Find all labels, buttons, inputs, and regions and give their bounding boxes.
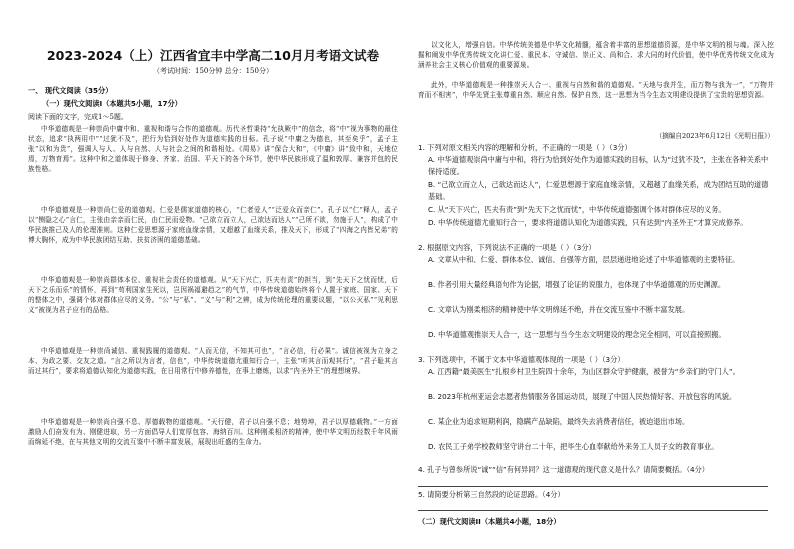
- question-option: D. 中华道德观推崇天人合一，这一思想与当今生态文明建设的理念完全相同，可以直接照搬。: [428, 330, 726, 339]
- instruction-text: 阅读下面的文字，完成1～5题。: [28, 113, 128, 121]
- passage-paragraph: 以文化人，增强自信。中华传统美德是中华文化精髓，蕴含着丰富的思想道德资源，是中华文明的根与魂。深入挖掘和阐发中华优秀传统文化讲仁爱、重民本、守诚信、崇正义、尚和合、求大同的时代价值，使中华优秀传统文化成为涵养社会主义核心价值观的重要源泉。: [418, 41, 774, 70]
- subsection-heading: （一）现代文阅读I（本题共5小题，17分）: [42, 99, 182, 108]
- question-option: C. 从“天下兴亡，匹夫有责”到“先天下之忧而忧”，中华传统道德强调个体对群体应尽的义务。: [428, 205, 726, 214]
- question-option: A. 文章从中和、仁爱、群体本位、诚信、自强等方面，层层递进地论述了中华道德观的主要特征。: [428, 255, 740, 264]
- right-column: [418, 0, 774, 549]
- passage-paragraph: 中华道德观是一种崇尚中庸中和、重视和谐与合作的道德观。历代圣哲秉持“允执厥中”的信念，将“中”视为事物的最佳状态，追求“执两用中”“过犹不及”，把行为恰到好处作为道德实践的目标。孔子说“中庸之为德也，其至矣乎”，孟子主张“以和为贵”，强调人与人、人与自然、人与社会之间的和谐相处。《周易》讲“保合大和”，《中庸》讲“致中和，天地位焉，万物育焉”。这种中和之道体现于修身、齐家、治国、平天下的各个环节，使中华民族形成了温和敦厚、兼容并包的民族性格。: [28, 125, 398, 174]
- question-option: C. 文章认为刚柔相济的精神使中华文明绵延不绝，并在交流互鉴中不断丰富发展。: [428, 305, 690, 314]
- left-column: [28, 0, 398, 549]
- subsection-heading: （二）现代文阅读II（本题共4小题，18分）: [418, 517, 561, 526]
- exam-subtitle: （考试时间：150分钟 总分：150分）: [153, 67, 273, 75]
- passage-paragraph: 中华道德观是一种崇尚仁爱的道德观。仁爱是儒家道德的核心，“仁者爱人”“泛爱众而亲仁”。孔子以“仁”释人，孟子以“恻隐之心”言仁，主张由亲亲而仁民，由仁民而爱物。“己欲立而立人，己欲达而达人”“己所不欲，勿施于人”，构成了中华民族推己及人的伦理准则。这种仁爱思想源于家庭血缘亲情，又超越了血缘关系，推及天下，形成了“四海之内皆兄弟”的博大胸怀，成为中华民族团结互助、扶贫济困的道德基础。: [28, 206, 398, 245]
- answer-line[interactable]: [418, 510, 768, 511]
- question-option: C. 某企业为追求短期利润，隐瞒产品缺陷，最终失去消费者信任，被迫退出市场。: [428, 417, 690, 426]
- section-heading: 一、 现代文阅读（35分）: [28, 86, 113, 95]
- question-stem: 1. 下列对原文相关内容的理解和分析，不正确的一项是（ ）（3分）: [418, 143, 632, 152]
- passage-paragraph: 中华道德观是一种崇尚诚信、重视践履的道德观。“人而无信，不知其可也”，“言必信，行必果”。诚信被视为立身之本、为政之要、交友之道。“言之所以为言者，信也”，中华传统道德尤重知行合一，主张“听其言而观其行”，“君子耻其言而过其行”，要求将道德认知化为道德实践，在日用常行中修养德性，在事上磨炼，以求“内圣外王”的理想境界。: [28, 347, 398, 376]
- question-stem: 4. 孔子与曾参所说“诚”“信”有何异同？这一道德观的现代意义是什么？请简要概括。（4分）: [418, 465, 709, 474]
- question-option: D. 农民工子弟学校教师坚守讲台二十年，把毕生心血奉献给外来务工人员子女的教育事业。: [428, 442, 719, 451]
- question-option: B. 作者引用大量经典语句作为论据，增强了论证的说服力，也体现了中华道德观的历史渊源。: [428, 280, 726, 289]
- question-option: A. 中华道德观崇尚中庸与中和，将行为恰到好处作为道德实践的目标，认为“过犹不及”，主张在各种关系中保持适度。: [428, 155, 769, 177]
- exam-title: 2023-2024（上）江西省宜丰中学高二10月月考语文试卷: [46, 48, 380, 63]
- passage-paragraph: 此外，中华道德观是一种推崇天人合一、重视与自然和谐的道德观。“天地与我并生，而万物与我为一”，“万物并育而不相害”，中华先贤主张尊重自然、顺应自然、保护自然，这一思想为当今生态文明建设提供了宝贵的思想资源。: [418, 81, 774, 100]
- question-option: B. 2023年杭州亚运会志愿者热情服务各国运动员，展现了中国人民热情好客、开放包容的风貌。: [428, 392, 737, 401]
- question-option: B. “己欲立而立人，己欲达而达人”，仁爱思想源于家庭血缘亲情，又超越了血缘关系，成为团结互助的道德基础。: [428, 180, 769, 202]
- question-stem: 2. 根据原文内容，下列说法不正确的一项是（ ）（3分）: [418, 243, 596, 252]
- passage-paragraph: 中华道德观是一种崇尚群体本位、重视社会责任的道德观。从“天下兴亡，匹夫有责”的担当，到“先天下之忧而忧，后天下之乐而乐”的情怀，再到“苟利国家生死以，岂因祸福避趋之”的气节，中华传统道德始终将个人置于家庭、国家、天下的整体之中，强调个体对群体应尽的义务。“公”与“私”、“义”与“利”之辨，成为传统伦理的重要议题，“以公灭私”“见利思义”被视为君子应有的品格。: [28, 276, 398, 315]
- passage-paragraph: 中华道德观是一种崇尚自强不息、厚德载物的道德观。“天行健，君子以自强不息；地势坤，君子以厚德载物。”一方面激励人们奋发有为、刚健进取，另一方面倡导人们宽厚包容、海纳百川。这种刚柔相济的精神，使中华文明历经数千年风雨而绵延不绝，在与其他文明的交流互鉴中不断丰富发展，展现出旺盛的生命力。: [28, 418, 398, 447]
- question-option: A. 江西籍“最美医生”扎根乡村卫生院四十余年，为山区群众守护健康，被誉为“乡亲们的守门人”。: [428, 367, 740, 376]
- answer-line[interactable]: [418, 486, 768, 487]
- question-option: D. 中华传统道德尤重知行合一，要求将道德认知化为道德实践，只有达到“内圣外王”才算完成修养。: [428, 218, 748, 227]
- question-stem: 3. 下列选项中，不属于文本中华道德观体现的一项是（ ）（3分）: [418, 355, 625, 364]
- question-stem: 5. 请简要分析第三自然段的论证思路。（4分）: [418, 490, 565, 499]
- source-citation: （摘编自2023年6月12日《光明日报》）: [655, 132, 774, 140]
